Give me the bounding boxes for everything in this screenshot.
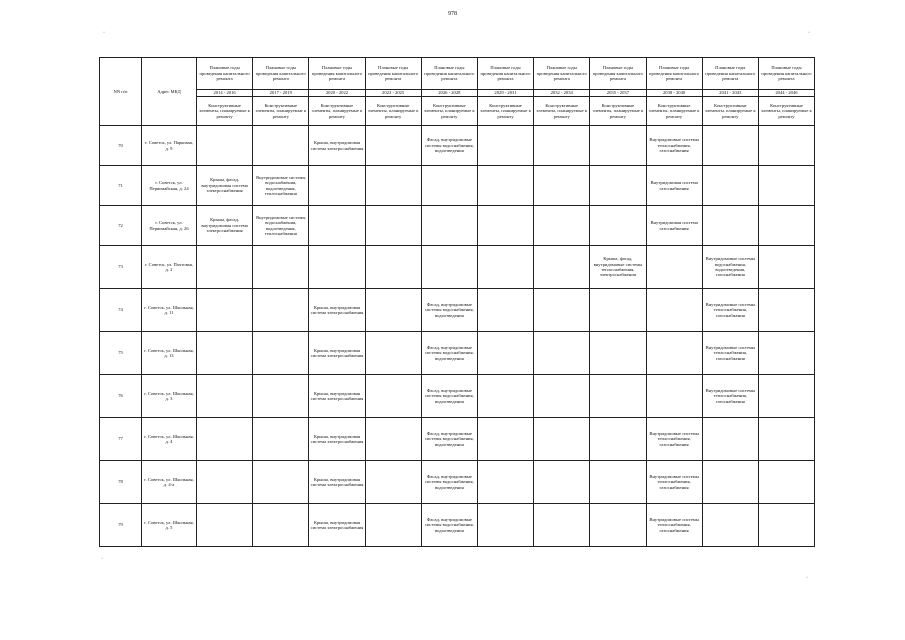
repair-elements-cell: Внутридомовые системы водоснабжения, водоотведения, газоснабжения bbox=[702, 246, 758, 289]
repair-elements-cell bbox=[477, 206, 533, 246]
repair-elements-cell bbox=[590, 461, 646, 504]
repair-elements-cell bbox=[590, 126, 646, 166]
repair-elements-cell: Внутридомовые системы теплоснабжения, газоснабжения bbox=[646, 461, 702, 504]
repair-elements-cell: Крыша, внутридомовая система электроснабжения bbox=[309, 289, 365, 332]
header-years: 2023 - 2025 bbox=[365, 90, 421, 97]
scan-speck: · bbox=[101, 556, 103, 562]
repair-elements-cell bbox=[534, 126, 590, 166]
repair-elements-cell bbox=[197, 246, 253, 289]
repair-elements-cell bbox=[590, 375, 646, 418]
repair-elements-cell: Фасад, внутридомовые системы водоснабжения, водоотведения bbox=[421, 504, 477, 547]
repair-elements-cell bbox=[702, 126, 758, 166]
repair-elements-cell bbox=[365, 332, 421, 375]
header-years: 2032 - 2034 bbox=[534, 90, 590, 97]
repair-elements-cell bbox=[477, 332, 533, 375]
repair-elements-cell bbox=[253, 289, 309, 332]
header-years: 2017 - 2019 bbox=[253, 90, 309, 97]
repair-elements-cell bbox=[758, 166, 814, 206]
repair-elements-cell: Крыша, внутридомовая система электроснабжения bbox=[309, 418, 365, 461]
repair-elements-cell bbox=[646, 289, 702, 332]
row-number: 74 bbox=[100, 289, 142, 332]
repair-elements-cell: Внутридомовая система газоснабжения bbox=[646, 206, 702, 246]
repair-elements-cell bbox=[197, 375, 253, 418]
header-period: Плановые годы проведения капитального ремонта bbox=[702, 58, 758, 90]
repair-elements-cell bbox=[477, 246, 533, 289]
header-period: Плановые годы проведения капитального ремонта bbox=[197, 58, 253, 90]
repair-elements-cell: Фасад, внутридомовые системы водоснабжения, водоотведения bbox=[421, 461, 477, 504]
repair-elements-cell bbox=[590, 332, 646, 375]
row-address: г. Советск, ул. Школьная, д. 11 bbox=[142, 289, 197, 332]
repair-elements-cell: Фасад, внутридомовые системы водоснабжения, водоотведения bbox=[421, 126, 477, 166]
row-address: г. Советск, ул. Школьная, д. 13 bbox=[142, 332, 197, 375]
repair-elements-cell bbox=[590, 166, 646, 206]
repair-elements-cell bbox=[365, 126, 421, 166]
repair-elements-cell bbox=[365, 289, 421, 332]
header-period: Плановые годы проведения капитального ремонта bbox=[309, 58, 365, 90]
row-address: г. Советск, ул. Первомайская, д. 24 bbox=[142, 166, 197, 206]
repair-elements-cell bbox=[534, 418, 590, 461]
header-period: Плановые годы проведения капитального ремонта bbox=[646, 58, 702, 90]
header-years: 2026 - 2028 bbox=[421, 90, 477, 97]
header-elements: Конструктивные элементы, планируемые к ремонту bbox=[758, 97, 814, 126]
table-row bbox=[100, 418, 815, 461]
scan-speck: · bbox=[103, 30, 105, 36]
repair-elements-cell: Крыша, внутридомовая система электроснабжения bbox=[309, 126, 365, 166]
repair-elements-cell bbox=[646, 246, 702, 289]
repair-elements-cell bbox=[758, 332, 814, 375]
table-body bbox=[100, 126, 815, 547]
repair-elements-cell bbox=[702, 166, 758, 206]
repair-elements-cell bbox=[758, 461, 814, 504]
row-number: 71 bbox=[100, 166, 142, 206]
table-row bbox=[100, 504, 815, 547]
repair-elements-cell bbox=[365, 206, 421, 246]
repair-elements-cell: Фасад, внутридомовые системы водоснабжения, водоотведения bbox=[421, 418, 477, 461]
repair-elements-cell bbox=[197, 126, 253, 166]
repair-elements-cell bbox=[534, 206, 590, 246]
scan-speck: · bbox=[806, 575, 808, 581]
header-elements: Конструктивные элементы, планируемые к ремонту bbox=[421, 97, 477, 126]
repair-elements-cell bbox=[253, 246, 309, 289]
header-num: NN п/п bbox=[100, 58, 142, 126]
repair-elements-cell bbox=[421, 206, 477, 246]
header-address: Адрес МКД bbox=[142, 58, 197, 126]
repair-elements-cell bbox=[477, 461, 533, 504]
repair-elements-cell bbox=[590, 289, 646, 332]
repair-elements-cell bbox=[253, 418, 309, 461]
header-years: 2035 - 2037 bbox=[590, 90, 646, 97]
row-address: г. Советск, ул. Почтовая, д. 2 bbox=[142, 246, 197, 289]
repair-elements-cell bbox=[534, 375, 590, 418]
repair-elements-cell bbox=[197, 461, 253, 504]
repair-elements-cell bbox=[365, 504, 421, 547]
header-elements: Конструктивные элементы, планируемые к ремонту bbox=[477, 97, 533, 126]
repair-elements-cell bbox=[477, 504, 533, 547]
repair-elements-cell bbox=[590, 504, 646, 547]
row-number: 79 bbox=[100, 504, 142, 547]
repair-elements-cell bbox=[702, 461, 758, 504]
repair-elements-cell bbox=[253, 332, 309, 375]
table-row bbox=[100, 206, 815, 246]
header-period: Плановые годы проведения капитального ремонта bbox=[590, 58, 646, 90]
repair-elements-cell bbox=[590, 418, 646, 461]
header-elements: Конструктивные элементы, планируемые к ремонту bbox=[702, 97, 758, 126]
repair-elements-cell bbox=[477, 375, 533, 418]
row-address: г. Советск, ул. Школьная, д. 4-а bbox=[142, 461, 197, 504]
repair-elements-cell bbox=[365, 246, 421, 289]
repair-elements-cell bbox=[253, 504, 309, 547]
table-row bbox=[100, 166, 815, 206]
header-years: 2029 - 2031 bbox=[477, 90, 533, 97]
repair-elements-cell bbox=[477, 166, 533, 206]
repair-elements-cell bbox=[534, 461, 590, 504]
repair-elements-cell bbox=[758, 418, 814, 461]
repair-elements-cell bbox=[758, 126, 814, 166]
repair-elements-cell bbox=[534, 246, 590, 289]
repair-elements-cell bbox=[365, 375, 421, 418]
repair-elements-cell bbox=[253, 126, 309, 166]
header-years: 2014 - 2016 bbox=[197, 90, 253, 97]
repair-elements-cell: Внутридомовые системы теплоснабжения, газоснабжения bbox=[702, 289, 758, 332]
header-years: 2044 - 2046 bbox=[758, 90, 814, 97]
header-elements: Конструктивные элементы, планируемые к ремонту bbox=[590, 97, 646, 126]
repair-elements-cell bbox=[702, 418, 758, 461]
table-row bbox=[100, 246, 815, 289]
repair-elements-cell: Фасад, внутридомовые системы водоснабжения, водоотведения bbox=[421, 332, 477, 375]
repair-elements-cell bbox=[758, 289, 814, 332]
repair-elements-cell bbox=[534, 289, 590, 332]
repair-elements-cell bbox=[421, 246, 477, 289]
header-elements: Конструктивные элементы, планируемые к ремонту bbox=[646, 97, 702, 126]
repair-elements-cell bbox=[758, 206, 814, 246]
repair-elements-cell bbox=[534, 166, 590, 206]
row-number: 72 bbox=[100, 206, 142, 246]
capital-repair-plan-table bbox=[99, 57, 815, 547]
table-row bbox=[100, 332, 815, 375]
repair-elements-cell bbox=[197, 289, 253, 332]
repair-elements-cell bbox=[590, 206, 646, 246]
header-years: 2020 - 2022 bbox=[309, 90, 365, 97]
repair-elements-cell: Внутридомовые системы теплоснабжения, газоснабжения bbox=[702, 332, 758, 375]
repair-elements-cell bbox=[309, 166, 365, 206]
repair-elements-cell bbox=[702, 504, 758, 547]
header-period: Плановые годы проведения капитального ремонта bbox=[421, 58, 477, 90]
repair-elements-cell: Крыша, внутридомовая система электроснабжения bbox=[309, 332, 365, 375]
table-row bbox=[100, 461, 815, 504]
repair-elements-cell bbox=[646, 375, 702, 418]
repair-elements-cell bbox=[253, 461, 309, 504]
repair-elements-cell: Фасад, внутридомовые системы водоснабжения, водоотведения bbox=[421, 289, 477, 332]
header-elements: Конструктивные элементы, планируемые к ремонту bbox=[197, 97, 253, 126]
repair-elements-cell bbox=[197, 418, 253, 461]
header-elements: Конструктивные элементы, планируемые к ремонту bbox=[253, 97, 309, 126]
scan-speck: · bbox=[808, 30, 810, 36]
repair-elements-cell bbox=[477, 126, 533, 166]
repair-elements-cell bbox=[758, 504, 814, 547]
row-number: 77 bbox=[100, 418, 142, 461]
table-row bbox=[100, 126, 815, 166]
header-elements: Конструктивные элементы, планируемые к ремонту bbox=[309, 97, 365, 126]
repair-elements-cell: Фасад, внутридомовые системы водоснабжения, водоотведения bbox=[421, 375, 477, 418]
row-number: 75 bbox=[100, 332, 142, 375]
repair-elements-cell bbox=[758, 375, 814, 418]
header-elements: Конструктивные элементы, планируемые к ремонту bbox=[365, 97, 421, 126]
repair-elements-cell bbox=[365, 461, 421, 504]
header-period: Плановые годы проведения капитального ремонта bbox=[477, 58, 533, 90]
repair-elements-cell: Крыша, внутридомовая система электроснабжения bbox=[309, 504, 365, 547]
repair-elements-cell: Внутридомовая система газоснабжения bbox=[646, 166, 702, 206]
row-address: г. Советск, ул. Парковая, д. 9 bbox=[142, 126, 197, 166]
repair-elements-cell bbox=[477, 289, 533, 332]
repair-elements-cell bbox=[365, 166, 421, 206]
repair-elements-cell bbox=[197, 332, 253, 375]
repair-elements-cell bbox=[197, 504, 253, 547]
header-period: Плановые годы проведения капитального ремонта bbox=[253, 58, 309, 90]
repair-elements-cell: Внутридомовые системы теплоснабжения, газоснабжения bbox=[646, 504, 702, 547]
row-address: г. Советск, ул. Школьная, д. 5 bbox=[142, 504, 197, 547]
repair-elements-cell bbox=[702, 206, 758, 246]
repair-elements-cell bbox=[534, 332, 590, 375]
row-number: 78 bbox=[100, 461, 142, 504]
repair-elements-cell: Крыша, внутридомовая система электроснабжения bbox=[309, 375, 365, 418]
repair-elements-cell bbox=[253, 375, 309, 418]
repair-elements-cell bbox=[309, 206, 365, 246]
row-address: г. Советск, ул. Школьная, д. 3 bbox=[142, 375, 197, 418]
repair-elements-cell bbox=[534, 504, 590, 547]
row-address: г. Советск, ул. Школьная, д. 4 bbox=[142, 418, 197, 461]
repair-elements-cell bbox=[646, 332, 702, 375]
row-number: 73 bbox=[100, 246, 142, 289]
table-row bbox=[100, 375, 815, 418]
row-address: г. Советск, ул. Первомайская, д. 26 bbox=[142, 206, 197, 246]
page-number: 978 bbox=[448, 11, 457, 17]
repair-elements-cell: Внутридомовые системы водоснабжения, водоотведения, теплоснабжения bbox=[253, 206, 309, 246]
repair-elements-cell: Крыша, внутридомовая система электроснабжения bbox=[309, 461, 365, 504]
header-period: Плановые годы проведения капитального ремонта bbox=[365, 58, 421, 90]
header-period: Плановые годы проведения капитального ремонта bbox=[534, 58, 590, 90]
header-years: 2038 - 2040 bbox=[646, 90, 702, 97]
repair-elements-cell bbox=[309, 246, 365, 289]
repair-elements-cell: Внутридомовые системы водоснабжения, водоотведения, теплоснабжения bbox=[253, 166, 309, 206]
repair-elements-cell: Крыша, фасад, внутридомовая система электроснабжения bbox=[197, 206, 253, 246]
repair-elements-cell: Внутридомовые системы теплоснабжения, газоснабжения bbox=[646, 418, 702, 461]
header-years: 2041 - 2043 bbox=[702, 90, 758, 97]
repair-elements-cell: Крыша, фасад, внутридомовая система электроснабжения bbox=[197, 166, 253, 206]
repair-elements-cell: Крыша, фасад, внутридомовые системы теплоснабжения, электроснабжения bbox=[590, 246, 646, 289]
repair-elements-cell bbox=[477, 418, 533, 461]
header-elements: Конструктивные элементы, планируемые к ремонту bbox=[534, 97, 590, 126]
table-row bbox=[100, 289, 815, 332]
repair-elements-cell bbox=[758, 246, 814, 289]
repair-elements-cell bbox=[421, 166, 477, 206]
row-number: 70 bbox=[100, 126, 142, 166]
repair-elements-cell: Внутридомовые системы теплоснабжения, газоснабжения bbox=[646, 126, 702, 166]
row-number: 76 bbox=[100, 375, 142, 418]
header-period: Плановые годы проведения капитального ремонта bbox=[758, 58, 814, 90]
repair-elements-cell bbox=[365, 418, 421, 461]
repair-elements-cell: Внутридомовые системы теплоснабжения, газоснабжения bbox=[702, 375, 758, 418]
